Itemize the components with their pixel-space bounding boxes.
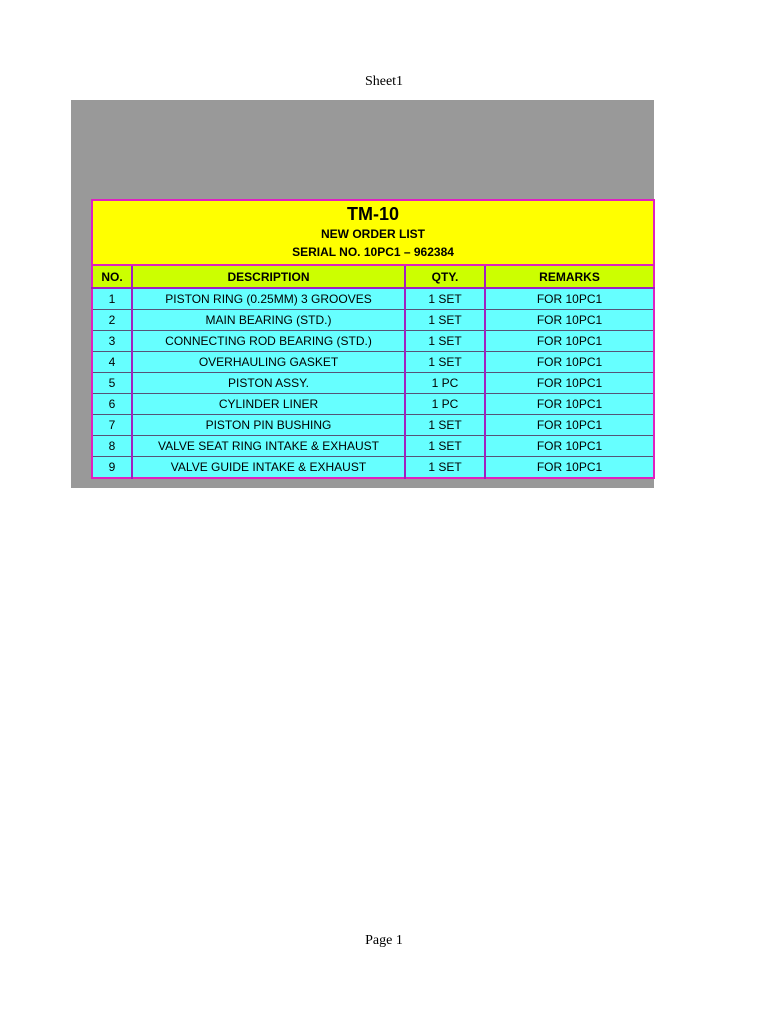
cell-qty: 1 PC xyxy=(405,394,485,415)
cell-remarks: FOR 10PC1 xyxy=(485,394,654,415)
cell-remarks: FOR 10PC1 xyxy=(485,457,654,479)
table-row xyxy=(92,457,654,479)
page-number: Page 1 xyxy=(365,933,403,948)
cell-qty: 1 SET xyxy=(405,310,485,331)
cell-qty: 1 SET xyxy=(405,331,485,352)
cell-no: 3 xyxy=(92,331,132,352)
cell-no: 5 xyxy=(92,373,132,394)
table-title-block xyxy=(92,200,654,265)
cell-qty: 1 SET xyxy=(405,457,485,479)
cell-qty: 1 SET xyxy=(405,288,485,310)
cell-no: 4 xyxy=(92,352,132,373)
cell-description: CYLINDER LINER xyxy=(132,394,405,415)
table-subtitle: NEW ORDER LIST xyxy=(321,227,425,241)
table-row xyxy=(92,352,654,373)
cell-no: 6 xyxy=(92,394,132,415)
sheet-name: Sheet1 xyxy=(364,74,404,89)
table-row xyxy=(92,373,654,394)
cell-remarks: FOR 10PC1 xyxy=(485,373,654,394)
cell-qty: 1 SET xyxy=(405,415,485,436)
cell-remarks: FOR 10PC1 xyxy=(485,352,654,373)
cell-remarks: FOR 10PC1 xyxy=(485,331,654,352)
table-row xyxy=(92,415,654,436)
header-qty: QTY. xyxy=(405,265,485,288)
cell-description: CONNECTING ROD BEARING (STD.) xyxy=(132,331,405,352)
cell-no: 1 xyxy=(92,288,132,310)
table-row xyxy=(92,288,654,310)
cell-no: 2 xyxy=(92,310,132,331)
table-title: TM-10 xyxy=(346,204,399,224)
cell-no: 9 xyxy=(92,457,132,479)
header-no: NO. xyxy=(92,265,132,288)
cell-qty: 1 SET xyxy=(405,352,485,373)
cell-no: 8 xyxy=(92,436,132,457)
order-list-table xyxy=(91,199,655,479)
cell-description: MAIN BEARING (STD.) xyxy=(132,310,405,331)
header-row xyxy=(92,265,654,288)
cell-description: PISTON ASSY. xyxy=(132,373,405,394)
cell-remarks: FOR 10PC1 xyxy=(485,310,654,331)
cell-no: 7 xyxy=(92,415,132,436)
cell-description: VALVE SEAT RING INTAKE & EXHAUST xyxy=(132,436,405,457)
cell-description: PISTON RING (0.25MM) 3 GROOVES xyxy=(132,288,405,310)
table-row xyxy=(92,331,654,352)
cell-qty: 1 SET xyxy=(405,436,485,457)
cell-qty: 1 PC xyxy=(405,373,485,394)
header-description: DESCRIPTION xyxy=(132,265,405,288)
table-row xyxy=(92,394,654,415)
table-row xyxy=(92,436,654,457)
cell-remarks: FOR 10PC1 xyxy=(485,415,654,436)
serial-number: SERIAL NO. 10PC1 – 962384 xyxy=(292,245,454,259)
cell-description: VALVE GUIDE INTAKE & EXHAUST xyxy=(132,457,405,479)
cell-description: PISTON PIN BUSHING xyxy=(132,415,405,436)
cell-remarks: FOR 10PC1 xyxy=(485,436,654,457)
table-body xyxy=(92,288,654,478)
table-row xyxy=(92,310,654,331)
header-remarks: REMARKS xyxy=(485,265,654,288)
cell-remarks: FOR 10PC1 xyxy=(485,288,654,310)
cell-description: OVERHAULING GASKET xyxy=(132,352,405,373)
